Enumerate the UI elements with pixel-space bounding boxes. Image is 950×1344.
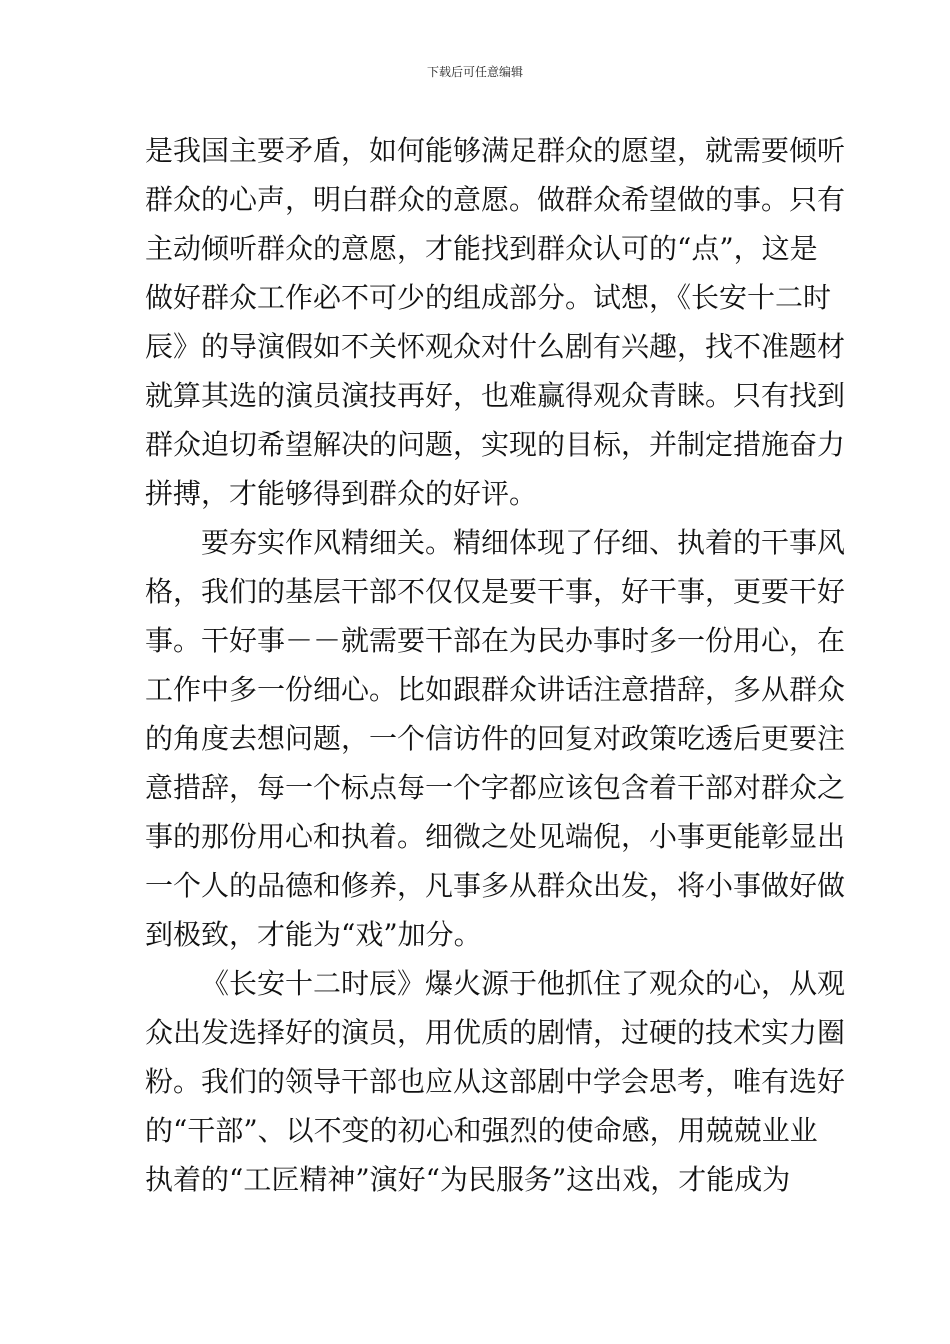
text-line: 一个人的品德和修养，凡事多从群众出发，将小事做好做 [145,869,846,902]
text-line: 是我国主要矛盾，如何能够满足群众的愿望，就需要倾听 [145,134,846,167]
text-line: 的“干部”、以不变的初心和强烈的使命感，用兢兢业业 [145,1114,818,1147]
text-line: 拼搏，才能够得到群众的好评。 [145,477,538,510]
page-header: 下载后可任意编辑 [426,65,523,79]
text-line: 辰》的导演假如不关怀观众对什么剧有兴趣，找不准题材 [145,330,846,363]
text-line: 要夯实作风精细关。精细体现了仔细、执着的干事风 [201,526,846,559]
text-line: 工作中多一份细心。比如跟群众讲话注意措辞，多从群众 [145,673,846,706]
text-line: 《长安十二时辰》爆火源于他抓住了观众的心，从观 [201,967,846,1000]
paragraph [145,126,846,518]
text-line: 的角度去想问题，一个信访件的回复对政策吃透后更要注 [145,722,846,755]
text-line: 众出发选择好的演员，用优质的剧情，过硬的技术实力圈 [145,1016,846,1049]
text-line: 意措辞，每一个标点每一个字都应该包含着干部对群众之 [145,771,846,804]
text-line: 群众的心声，明白群众的意愿。做群众希望做的事。只有 [145,183,846,216]
text-line: 事的那份用心和执着。细微之处见端倪，小事更能彰显出 [145,820,846,853]
document-body [145,126,846,1204]
text-line: 到极致，才能为“戏”加分。 [145,918,482,951]
text-line: 做好群众工作必不可少的组成部分。试想，《长安十二时 [145,281,832,314]
text-line: 主动倾听群众的意愿，才能找到群众认可的“点”，这是 [145,232,818,265]
text-line: 事。干好事－－就需要干部在为民办事时多一份用心，在 [145,624,846,657]
text-line: 格，我们的基层干部不仅仅是要干事，好干事，更要干好 [145,575,846,608]
text-line: 执着的“工匠精神”演好“为民服务”这出戏，才能成为 [145,1163,791,1196]
text-line: 粉。我们的领导干部也应从这部剧中学会思考，唯有选好 [145,1065,846,1098]
text-line: 群众迫切希望解决的问题，实现的目标，并制定措施奋力 [145,428,846,461]
text-line: 就算其选的演员演技再好，也难赢得观众青睐。只有找到 [145,379,846,412]
paragraph [145,959,846,1204]
paragraph [145,518,846,959]
